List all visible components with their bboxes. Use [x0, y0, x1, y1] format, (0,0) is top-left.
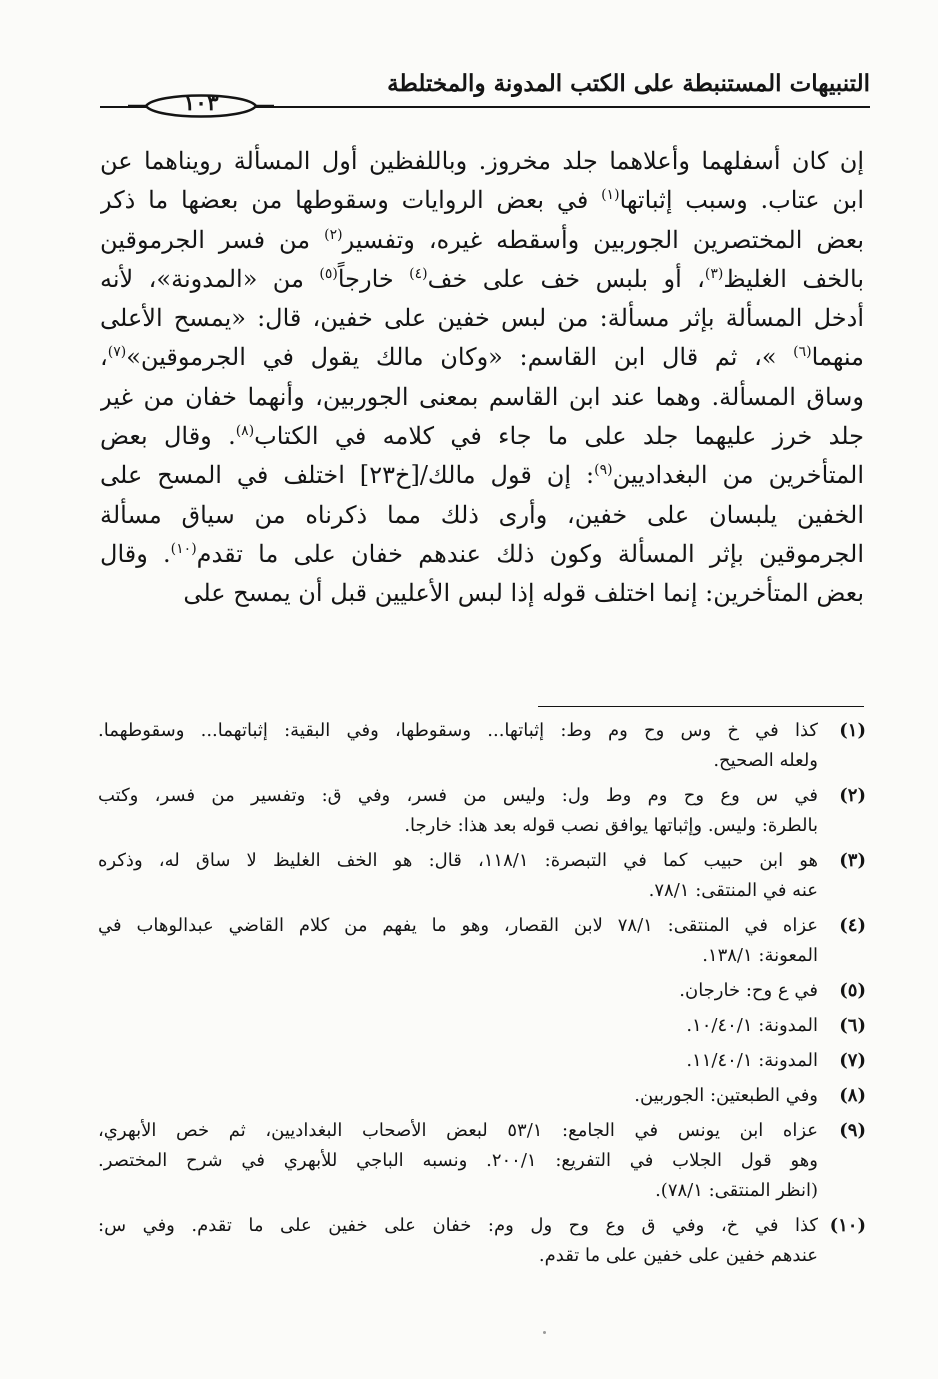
body-text-segment: »، ثم قال ابن القاسم: «وكان مالك يقول في الجرموقين»: [126, 343, 794, 372]
body-text-segment: بعض المتأخرين: إنما اختلف قوله إذا لبس الأعليين قبل أن يمسح على: [183, 579, 864, 608]
footnote: [98, 1011, 866, 1041]
footnote-ref: (٥): [319, 265, 338, 282]
footnote: [98, 1081, 866, 1111]
footnote-number: (٤): [839, 915, 866, 936]
footnote-line: عندهم خفين على خفين على ما تقدم.: [538, 1245, 818, 1266]
body-line: [100, 456, 864, 495]
body-text-segment: المتأخرين من البغداديين: [612, 461, 864, 490]
footnote-ref: (١٠): [170, 540, 197, 557]
footnote-text: [98, 781, 818, 841]
footnote-line: كذا في خ، وفي ق وع وح ول وم: خفان على خفين على ما تقدم. وفي س:: [98, 1215, 818, 1236]
footnote-number: (٨): [839, 1085, 866, 1106]
footnotes: [98, 716, 866, 1276]
footnote-ref: (٣): [704, 265, 724, 282]
footnote-line: وهو قول الجلاب في التفريع: ٢٠٠/١. ونسبه الباجي للأبهري في شرح المختصر.: [98, 1150, 818, 1171]
footnote-text: [98, 1011, 818, 1041]
body-text-segment: خارجاً: [337, 264, 410, 293]
body-line: [100, 299, 864, 338]
body-text-segment: ابن عتاب. وسبب إثباتها: [619, 186, 864, 215]
body-text-segment: من «المدونة»، لأنه: [100, 264, 320, 293]
body-text-segment: وساق المسألة. وهما عند ابن القاسم بمعنى الجوربين، وأنهما خفان من غير: [100, 382, 864, 411]
footnote-text: [98, 1116, 818, 1206]
page-number-badge: [126, 88, 276, 122]
footnote-ref: (٦): [793, 344, 812, 361]
footnote-ref: (٤): [409, 265, 428, 282]
footnote: [98, 846, 866, 906]
footnote: [98, 1046, 866, 1076]
footnote: [98, 781, 866, 841]
footnote-text: [98, 716, 818, 776]
body-line: [100, 142, 864, 181]
footnote-line: المدونة: ١١/٤٠/١.: [686, 1050, 818, 1071]
footnote: [98, 976, 866, 1006]
footnote-text: [98, 846, 818, 906]
body-text-segment: . وقال: [100, 539, 171, 568]
body-line: [100, 535, 864, 574]
footnote-line: المعونة: ١٣٨/١.: [702, 945, 818, 966]
page-number: ١٠٣: [183, 90, 219, 116]
body-line: [100, 338, 864, 377]
footnote-ref: (٨): [235, 423, 255, 440]
body-text-segment: الجرموقين بإثر المسألة وكون ذلك عندهم خفان على ما تقدم: [196, 539, 864, 568]
footnote-number: (٢): [839, 785, 866, 806]
footnote: [98, 716, 866, 776]
footnote-line: المدونة: ١٠/٤٠/١.: [686, 1015, 818, 1036]
body-line: [100, 260, 864, 299]
footnote-line: وفي الطبعتين: الجوربين.: [634, 1085, 818, 1106]
body-text: [100, 142, 864, 614]
footnote-ref: (٧): [107, 344, 127, 361]
body-line: [100, 378, 864, 417]
footnote-line: هو ابن حبيب كما في التبصرة: ١١٨/١، قال: هو الخف الغليظ لا ساق له، وذكره: [98, 850, 818, 871]
footnote-text: [98, 976, 818, 1006]
footnote-ref: (١): [601, 187, 620, 204]
footnote-line: عزاه ابن يونس في الجامع: ٥٣/١ لبعض الأصحاب البغداديين، ثم خص الأبهري،: [98, 1120, 818, 1141]
body-text-segment: إن كان أسفلهما وأعلاهما جلد مخروز. وباللفظين أول المسألة رويناهما عن: [100, 147, 864, 175]
page-header: [100, 66, 870, 128]
body-text-segment: أدخل المسألة بإثر مسألة: من لبس خفين على خفين، قال: «يمسح الأعلى: [100, 304, 864, 333]
footnote-number: (٥): [839, 980, 866, 1001]
body-text-segment: منهما: [811, 343, 864, 372]
running-title: التنبيهات المستنبطة على الكتب المدونة والمختلطة: [387, 70, 870, 97]
footnote-line: عزاه في المنتقى: ٧٨/١ لابن القصار، وهو ما يفهم من كلام القاضي عبدالوهاب في: [98, 915, 818, 936]
body-line: [100, 574, 864, 613]
footnote-text: [98, 911, 818, 971]
body-text-segment: بعض المختصرين الجوربين وأسقطه غيره، وتفسير: [342, 225, 864, 254]
footnote-line: في س وع وح وم وط ول: وليس من فسر، وفي ق: وتفسير من فسر، وكتب: [98, 785, 818, 806]
footnote-text: [98, 1046, 818, 1076]
body-line: [100, 496, 864, 535]
footnote-line: في ع وح: خارجان.: [679, 980, 818, 1001]
footnote-number: (١): [839, 720, 866, 741]
body-text-segment: في بعض الروايات وسقوطها من بعضها ما ذكر: [100, 186, 602, 215]
footnote: [98, 1116, 866, 1206]
footnote-ref: (٩): [594, 462, 613, 479]
body-text-segment: جلد خرز عليهما جلد على ما جاء في كلامه في الكتاب: [254, 422, 864, 451]
body-line: [100, 181, 864, 220]
body-text-segment: ،: [100, 343, 108, 372]
footnote-number: (٩): [839, 1120, 866, 1141]
footnote-line: بالطرة: وليس. وإثباتها يوافق نصب قوله بعد هذا: خارجا.: [404, 815, 818, 836]
footnote-ref: (٢): [324, 226, 343, 243]
footnote-number: (١٠): [829, 1215, 866, 1236]
footnote-text: [98, 1081, 818, 1111]
footnote-number: (٣): [839, 850, 866, 871]
body-text-segment: بالخف الغليظ: [723, 264, 864, 293]
footnote-line: عنه في المنتقى: ٧٨/١.: [648, 880, 818, 901]
footnote-number: (٧): [839, 1050, 866, 1071]
body-text-segment: الخفين يلبسان على خفين، وأرى ذلك مما ذكرناه من سياق مسألة: [100, 500, 864, 529]
footnote: [98, 911, 866, 971]
scan-speck: [543, 1331, 546, 1334]
footnote-text: [98, 1211, 818, 1271]
body-line: [100, 417, 864, 456]
footnote-separator: [538, 706, 864, 707]
footnote-line: (انظر المنتقى: ٧٨/١).: [655, 1180, 818, 1201]
footnote-number: (٦): [839, 1015, 866, 1036]
footnote-line: كذا في خ وس وح وم وط: إثباتها... وسقوطها، وفي البقية: إثباتهما... وسقوطهما.: [98, 720, 818, 741]
body-text-segment: ، أو بلبس خف على خف: [427, 264, 705, 293]
body-text-segment: : إن قول مالك/[خ٢٣] اختلف في المسح على: [100, 461, 595, 490]
body-line: [100, 221, 864, 260]
body-text-segment: من فسر الجرموقين: [100, 225, 325, 254]
footnote: [98, 1211, 866, 1271]
body-text-segment: . وقال بعض: [100, 422, 236, 451]
footnote-line: ولعله الصحيح.: [713, 750, 818, 771]
